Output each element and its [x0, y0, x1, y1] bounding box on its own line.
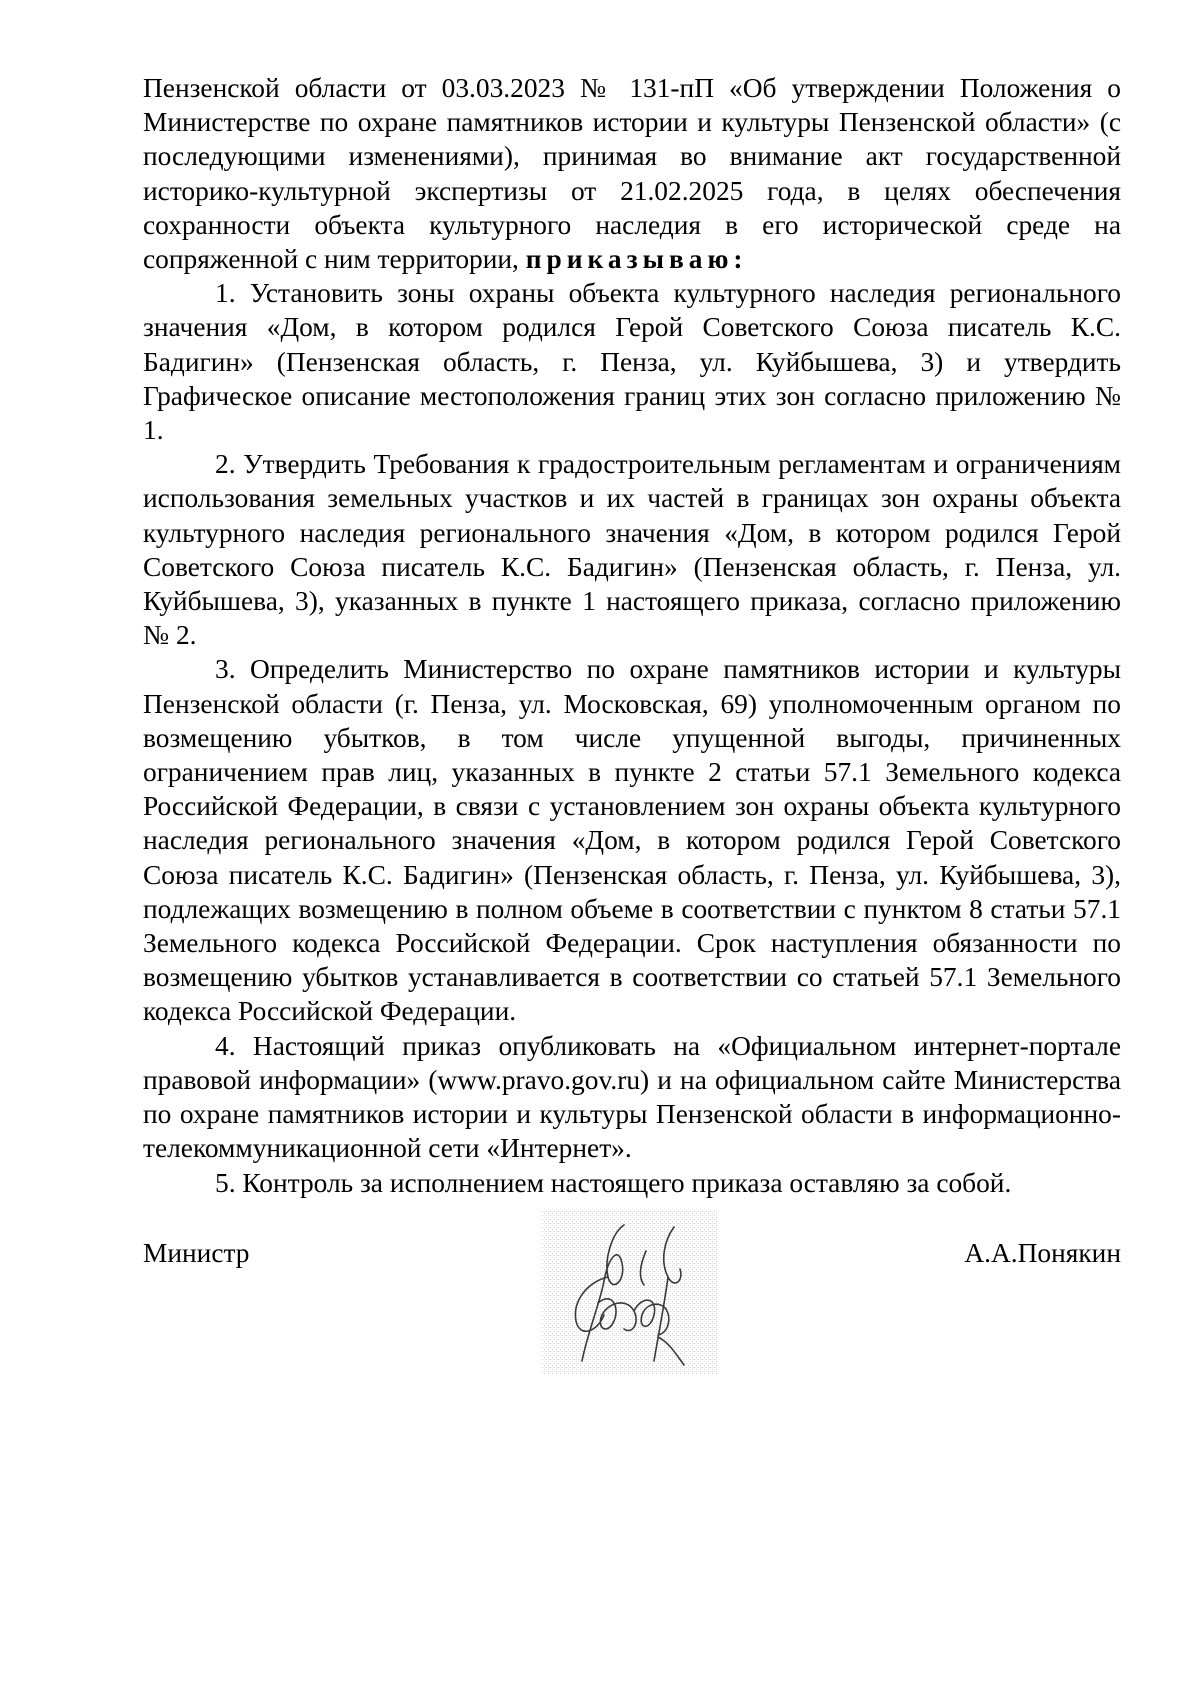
preamble-text: Пензенской области от 03.03.2023 № 131-пП «Об утверждении Положения о Министерстве по охране памятников истории и культуры Пензенской области» (с последующими изменениями), принимая во внимание акт государственной историко-культурной экспертизы от 21.02.2025 года, в целях обеспечения сохранности объекта культурного наследия в его исторической среде на сопряженной с ним территории,: [143, 73, 1121, 275]
handwritten-signature-icon: [542, 1211, 718, 1375]
preamble-paragraph: [143, 71, 1121, 276]
order-keyword: приказываю:: [525, 244, 748, 275]
order-item-4: 4. Настоящий приказ опубликовать на «Официальном интернет-портале правовой информации» (www.pravo.gov.ru) и на официальном сайте Министерства по охране памятников истории и культуры Пензенской области в информационно-телекоммуникационной сети «Интернет».: [143, 1030, 1121, 1164]
signatory-name: А.А.Понякин: [964, 1238, 1121, 1268]
order-body: [143, 71, 1121, 1200]
order-item-1: 1. Установить зоны охраны объекта культурного наследия регионального значения «Дом, в котором родился Герой Советского Союза писатель К.С. Бадигин» (Пензенская область, г. Пенза, ул. Куйбышева, 3) и утвердить Графическое описание местоположения границ этих зон согласно приложению № 1.: [143, 278, 1121, 446]
order-item-5: 5. Контроль за исполнением настоящего приказа оставляю за собой.: [215, 1167, 1012, 1198]
order-item-3: 3. Определить Министерство по охране памятников истории и культуры Пензенской области (г. Пенза, ул. Московская, 69) уполномоченным органом по возмещению убытков, в том числе упущенной выгоды, причиненных ограничением прав лиц, указанных в пункте 2 статьи 57.1 Земельного кодекса Российской Федерации, в связи с установлением зон охраны объекта культурного наследия регионального значения «Дом, в котором родился Герой Советского Союза писатель К.С. Бадигин» (Пензенская область, г. Пенза, ул. Куйбышева, 3), подлежащих возмещению в полном объеме в соответствии с пунктом 8 статьи 57.1 Земельного кодекса Российской Федерации. Срок наступления обязанности по возмещению убытков устанавливается в соответствии со статьей 57.1 Земельного кодекса Российской Федерации.: [143, 654, 1121, 1027]
signatory-position: Министр: [143, 1238, 250, 1268]
order-item-2: 2. Утвердить Требования к градостроительным регламентам и ограничениям использования земельных участков и их частей в границах зон охраны объекта культурного наследия регионального значения «Дом, в котором родился Герой Советского Союза писатель К.С. Бадигин» (Пензенская область, г. Пенза, ул. Куйбышева, 3), указанных в пункте 1 настоящего приказа, согласно приложению № 2.: [143, 449, 1121, 651]
